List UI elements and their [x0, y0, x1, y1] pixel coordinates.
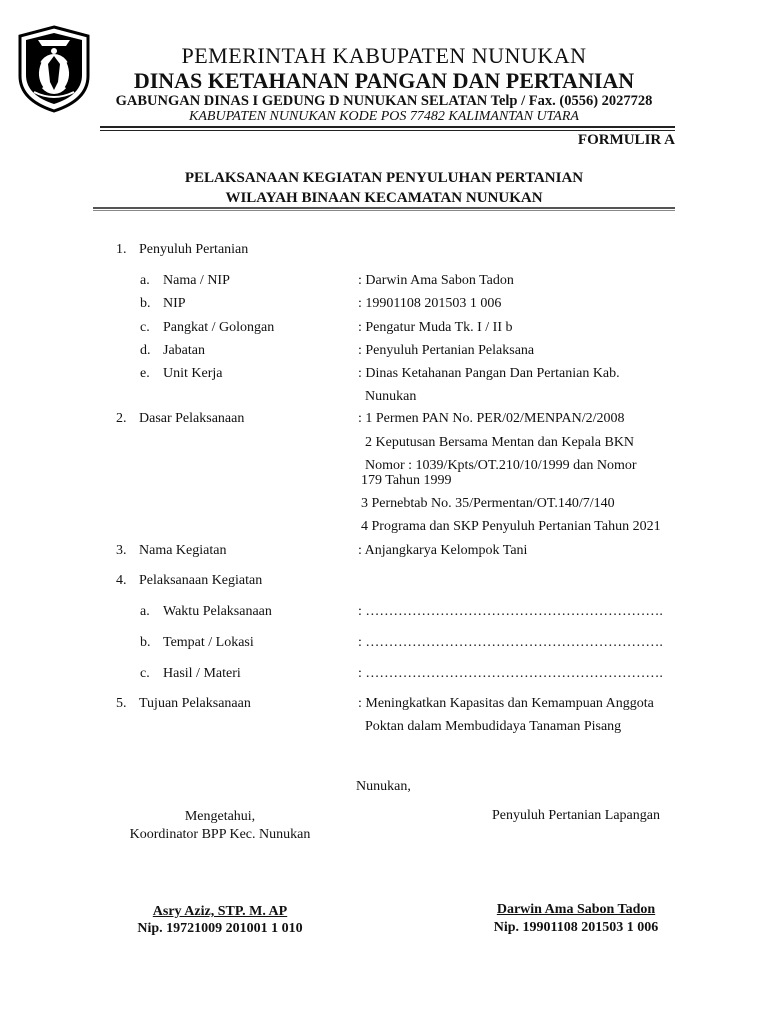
field-label-jabatan: Jabatan	[163, 343, 205, 358]
item-number: 3.	[116, 543, 127, 558]
item-label: Nama Kegiatan	[139, 543, 227, 558]
title-rule-thick	[93, 207, 675, 209]
basis-line-3b: 179 Tahun 1999	[361, 473, 452, 488]
field-blank-tempat: : ……………………………………………………….	[358, 635, 663, 650]
basis-line-2: 2 Keputusan Bersama Mentan dan Kepala BKN	[365, 435, 635, 450]
sub-item-letter: a.	[140, 604, 150, 619]
document-title-line-2: WILAYAH BINAAN KECAMATAN NUNUKAN	[225, 190, 543, 206]
field-label-waktu: Waktu Pelaksanaan	[163, 604, 272, 619]
sub-item-letter: a.	[140, 273, 150, 288]
field-value-jabatan: : Penyuluh Pertanian Pelaksana	[358, 343, 535, 358]
item-number: 5.	[116, 696, 127, 711]
item-number: 2.	[116, 411, 127, 426]
government-heading: PEMERINTAH KABUPATEN NUNUKAN	[181, 43, 587, 68]
coordinator-nip: Nip. 19721009 201001 1 010	[137, 921, 303, 936]
agency-postal-line: KABUPATEN NUNUKAN KODE POS 77482 KALIMANTAN UTARA	[189, 109, 579, 124]
field-value-kegiatan: : Anjangkarya Kelompok Tani	[358, 543, 528, 558]
sub-item-letter: c.	[140, 320, 150, 335]
field-label-unit-kerja: Unit Kerja	[163, 366, 223, 381]
item-label: Pelaksanaan Kegiatan	[139, 573, 263, 588]
basis-line-3a: Nomor : 1039/Kpts/OT.210/10/1999 dan Nomor	[365, 458, 637, 473]
field-label-nip: NIP	[163, 296, 186, 311]
field-value-nip: : 19901108 201503 1 006	[358, 296, 502, 311]
purpose-line-1: : Meningkatkan Kapasitas dan Kemampuan Anggota	[358, 696, 654, 711]
field-label-pangkat: Pangkat / Golongan	[163, 320, 275, 335]
basis-line-1: : 1 Permen PAN No. PER/02/MENPAN/2/2008	[358, 411, 625, 426]
signature-place: Nunukan,	[356, 779, 411, 794]
item-number: 4.	[116, 573, 127, 588]
letterhead-rule-thin	[100, 130, 675, 131]
acknowledged-label: Mengetahui,	[184, 809, 256, 824]
item-label: Penyuluh Pertanian	[139, 242, 249, 257]
item-number: 1.	[116, 242, 127, 257]
field-label-hasil: Hasil / Materi	[163, 666, 241, 681]
sub-item-letter: c.	[140, 666, 150, 681]
extension-officer-title: Penyuluh Pertanian Lapangan	[492, 808, 660, 823]
basis-line-4: 3 Pernebtab No. 35/Permentan/OT.140/7/140	[361, 496, 615, 511]
item-label: Tujuan Pelaksanaan	[139, 696, 251, 711]
item-label: Dasar Pelaksanaan	[139, 411, 245, 426]
extension-officer-nip: Nip. 19901108 201503 1 006	[493, 920, 659, 935]
purpose-line-2: Poktan dalam Membudidaya Tanaman Pisang	[365, 719, 622, 734]
extension-officer-name: Darwin Ama Sabon Tadon	[496, 902, 656, 917]
coordinator-name: Asry Aziz, STP. M. AP	[152, 904, 288, 919]
field-value-pangkat: : Pengatur Muda Tk. I / II b	[358, 320, 513, 335]
field-value-unit-kerja: : Dinas Ketahanan Pangan Dan Pertanian Kab.	[358, 366, 620, 381]
field-value-unit-kerja-cont: Nunukan	[365, 389, 417, 404]
field-label-tempat: Tempat / Lokasi	[163, 635, 254, 650]
field-blank-hasil: : ……………………………………………………….	[358, 666, 663, 681]
agency-heading: DINAS KETAHANAN PANGAN DAN PERTANIAN	[133, 68, 635, 93]
letterhead-rule-thick	[100, 126, 675, 128]
form-label: FORMULIR A	[577, 132, 675, 148]
field-value-nama: : Darwin Ama Sabon Tadon	[358, 273, 514, 288]
document-title-line-1: PELAKSANAAN KEGIATAN PENYULUHAN PERTANIAN	[184, 170, 584, 186]
sub-item-letter: b.	[140, 635, 151, 650]
coordinator-title: Koordinator BPP Kec. Nunukan	[129, 827, 311, 842]
sub-item-letter: e.	[140, 366, 150, 381]
sub-item-letter: d.	[140, 343, 151, 358]
field-blank-waktu: : ……………………………………………………….	[358, 604, 663, 619]
field-label-nama: Nama / NIP	[163, 273, 230, 288]
basis-line-5: 4 Programa dan SKP Penyuluh Pertanian Tahun 2021	[361, 519, 661, 534]
sub-item-letter: b.	[140, 296, 151, 311]
title-rule-thin	[93, 210, 675, 211]
agency-address: GABUNGAN DINAS I GEDUNG D NUNUKAN SELATAN Telp / Fax. (0556) 2027728	[115, 93, 653, 109]
